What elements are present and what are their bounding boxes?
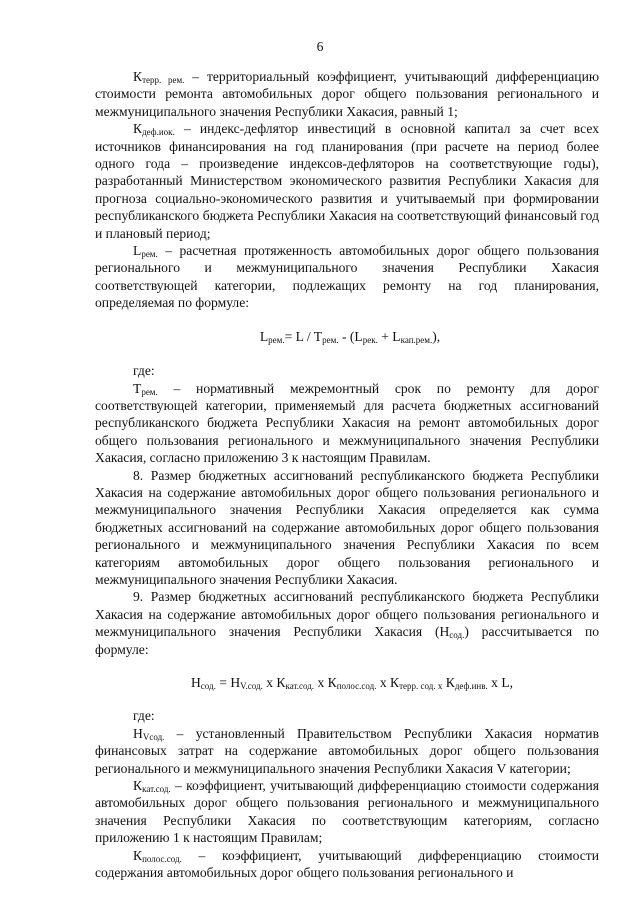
definition-n-vsod: $Н_{Vсод.}$ – установленный Правительством Республики Хакасия норматив финансовых затрат на содержание автомобильных дорог общего пользования регионального и межмуниципального значения Республики Хакасия V категории; <box>95 725 599 776</box>
definition-l-rem: $L_{рем.}$ – расчетная протяженность автомобильных дорог общего пользования регионального и межмуниципального значения Республики Хакасия соответствующей категории, подлежащих ремонту на год планирования, определяемая по формуле: <box>95 243 599 311</box>
page-number: 6 <box>316 39 324 54</box>
document-body <box>95 68 599 881</box>
definition-k-terr: $К_{терр. рем.}$ – территориальный коэффициент, учитывающий дифференциацию стоимости ремонта автомобильных дорог общего пользования регионального и межмуниципального значения Республики Хакасия, равный 1; <box>95 69 600 119</box>
definition-k-polos: $К_{полос.сод.}$ – коэффициент, учитывающий дифференциацию стоимости содержания автомобильных дорог общего пользования регионального и <box>95 847 599 881</box>
definition-k-defl: $К_{деф.иок.}$ – индекс-дефлятор инвестиций в основной капитал за счет всех источников финансирования на год планирования (при расчете на период более одного года – произведение индексов-дефляторов на соответствующие годы), разработанный Министерством экономического развития Республики Хакасия для прогноза социально-экономического развития и учитываемый при формировании республиканского бюджета Республики Хакасия на соответствующий финансовый год и плановый период; <box>95 121 599 241</box>
definition-k-kat: $К_{кат.сод.}$ – коэффициент, учитывающий дифференциацию стоимости содержания автомобильных дорог общего пользования регионального и межмуниципального значения Республики Хакасия по соответствующим категориям, согласно приложению 1 к настоящим Правилам; <box>95 778 599 846</box>
where-label-2: где: <box>133 708 155 724</box>
definition-t-rem: $Т_{рем.}$ – нормативный межремонтный срок по ремонту для дорог соответствующей категории, применяемый для расчета бюджетных ассигнований республиканского бюджета Республики Хакасия на ремонт автомобильных дорог общего пользования регионального и межмуниципального значения Республики Хакасия, согласно приложению 3 к настоящим Правилам. <box>95 380 599 466</box>
formula-n-sod: $Н_{сод.} = Н_{V.сод.}$ х $К_{кат.сод.}$ х $К_{полос.сод.}$ х $К_{терр. сод. х}$ $К_{деф.инв.}$ х L, <box>190 675 514 691</box>
where-label-1: где: <box>133 363 155 379</box>
paragraph-item-9: 9. Размер бюджетных ассигнований республиканского бюджета Республики Хакасия на содержание автомобильных дорог общего пользования регионального и межмуниципального значения Республики Хакасия $(Н_{сод.})$ рассчитывается по формуле: <box>95 589 600 657</box>
formula-l-rem: $L_{рем.}= L / T_{рем.} - (L_{рек.} + L_{кап.рем.})$, <box>259 328 441 345</box>
paragraph-item-8: 8. Размер бюджетных ассигнований республиканского бюджета Республики Хакасия на содержание автомобильных дорог общего пользования регионального и межмуниципального значения Республики Хакасия определяется как сумма бюджетных ассигнований на содержание автомобильных дорог общего пользования регионального и межмуниципального значения Республики Хакасия по всем категориям автомобильных дорог общего пользования регионального и межмуниципального значения Республики Хакасия. <box>95 467 599 587</box>
